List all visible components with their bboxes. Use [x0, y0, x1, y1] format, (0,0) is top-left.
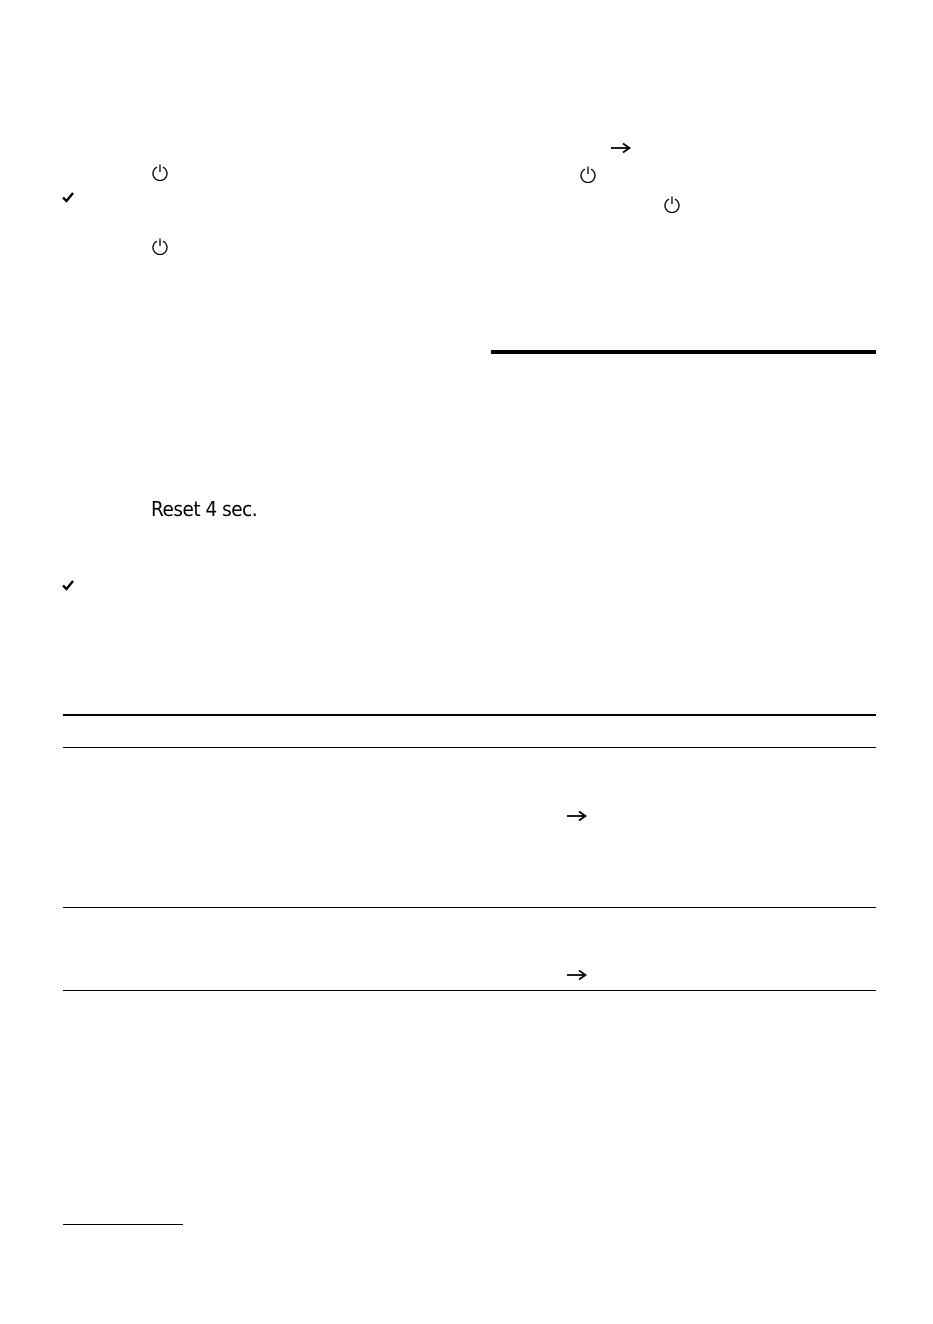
table-row-rule — [63, 907, 876, 908]
footnote-rule — [63, 1224, 183, 1225]
table-header-rule — [63, 747, 876, 748]
right-arrow-icon — [567, 810, 587, 822]
check-mark-icon — [62, 579, 74, 591]
check-mark-icon — [62, 191, 74, 203]
table-bottom-rule — [63, 990, 876, 991]
table-top-rule — [63, 714, 876, 716]
power-icon — [579, 165, 597, 183]
right-arrow-icon — [611, 142, 631, 154]
right-arrow-icon — [567, 969, 587, 981]
section-heading-rule — [491, 350, 876, 354]
power-icon — [663, 195, 681, 213]
display-reset-text: Reset 4 sec. — [151, 497, 258, 521]
power-icon — [151, 163, 169, 181]
power-icon — [151, 237, 169, 255]
